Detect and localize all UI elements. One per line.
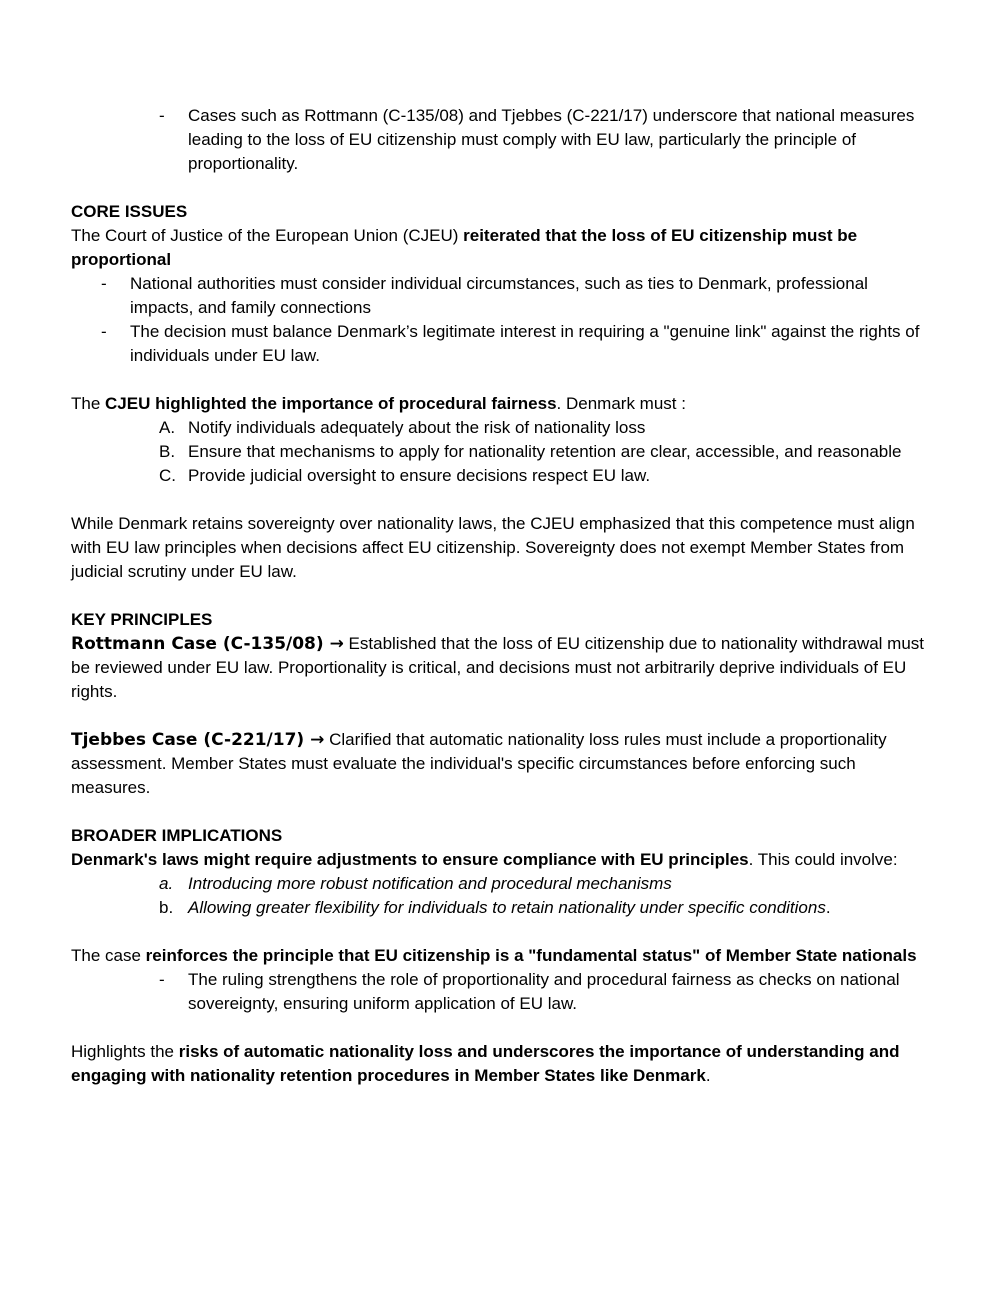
list-item	[71, 872, 933, 896]
list-item-text: Introducing more robust notification and procedural mechanisms	[188, 874, 672, 893]
dash-marker: -	[159, 106, 165, 125]
paragraph-text: Highlights the	[71, 1042, 179, 1061]
paragraph-text: .	[705, 1066, 711, 1085]
list-item-text: The decision must balance Denmark’s legitimate interest in requiring a "genuine link" against the rights of individuals under EU law.	[130, 322, 920, 365]
list-item	[71, 896, 933, 920]
list-item	[71, 416, 933, 440]
paragraph-text: The case	[71, 946, 146, 965]
paragraph-bold: CJEU highlighted the importance of procedural fairness	[105, 394, 557, 413]
paragraph-text: . Denmark must :	[556, 394, 686, 413]
document-page	[71, 104, 933, 1088]
intro-bullet-list	[71, 104, 933, 176]
paragraph-bold: reinforces the principle that EU citizenship is a "fundamental status" of Member State nationals	[145, 946, 917, 965]
list-item	[71, 104, 933, 176]
fundamental-status-paragraph	[71, 944, 933, 968]
list-marker: A.	[159, 418, 176, 437]
core-issues-heading: CORE ISSUES	[71, 202, 188, 221]
tjebbes-case-title: Tjebbes Case (C-221/17) →	[71, 730, 325, 750]
core-issues-paragraph	[71, 224, 933, 272]
list-marker: a.	[159, 874, 174, 893]
core-issues-bullet-list	[71, 272, 933, 368]
list-item-text: The ruling strengthens the role of proportionality and procedural fairness as checks on national sovereignty, ensuring uniform application of EU law.	[188, 970, 900, 1013]
paragraph-bold: risks of automatic nationality loss and underscores the importance of understanding and engaging with nationality retention procedures in Member States like Denmark	[71, 1042, 900, 1085]
list-marker: C.	[159, 466, 176, 485]
involve-list	[71, 872, 933, 920]
procedural-fairness-paragraph	[71, 392, 933, 416]
dash-marker: -	[101, 322, 107, 341]
paragraph-bold: Denmark's laws might require adjustments to ensure compliance with EU principles	[71, 850, 749, 869]
list-item-suffix: .	[825, 898, 831, 917]
tjebbes-paragraph	[71, 728, 933, 800]
list-item-text: Cases such as Rottmann (C-135/08) and Tjebbes (C-221/17) underscore that national measures leading to the loss of EU citizenship must comply with EU law, particularly the principle of proportionality.	[188, 106, 915, 173]
denmark-must-list	[71, 416, 933, 488]
list-item-text: Notify individuals adequately about the risk of nationality loss	[188, 418, 646, 437]
tjebbes-case-text: Clarified that automatic nationality loss rules must include a proportionality assessment. Member States must evaluate the individual's specific circumstances before enforcing such measures.	[71, 730, 887, 797]
list-item	[71, 440, 933, 464]
ruling-bullet-list	[71, 968, 933, 1016]
list-marker: b.	[159, 898, 174, 917]
key-principles-heading: KEY PRINCIPLES	[71, 610, 213, 629]
core-issues-paragraph-bold: reiterated that the loss of EU citizenship must be proportional	[71, 226, 858, 269]
rottmann-case-text: Established that the loss of EU citizenship due to nationality withdrawal must be reviewed under EU law. Proportionality is critical, and decisions must not arbitrarily deprive individuals of EU rights.	[71, 634, 925, 701]
broader-implications-heading: BROADER IMPLICATIONS	[71, 826, 283, 845]
list-item	[71, 272, 933, 320]
list-item-text: Allowing greater flexibility for individuals to retain nationality under specific conditions	[188, 898, 826, 917]
rottmann-case-title: Rottmann Case (C-135/08) →	[71, 634, 344, 654]
dash-marker: -	[101, 274, 107, 293]
list-item	[71, 968, 933, 1016]
core-issues-paragraph-text: The Court of Justice of the European Union (CJEU)	[71, 226, 464, 245]
list-item-text: Ensure that mechanisms to apply for nationality retention are clear, accessible, and reasonable	[188, 442, 902, 461]
list-item-text: National authorities must consider individual circumstances, such as ties to Denmark, professional impacts, and family connections	[130, 274, 868, 317]
rottmann-paragraph	[71, 632, 933, 704]
list-item	[71, 320, 933, 368]
paragraph-text: . This could involve:	[748, 850, 898, 869]
paragraph-text: The	[71, 394, 106, 413]
highlights-paragraph	[71, 1040, 933, 1088]
list-item-text: Provide judicial oversight to ensure decisions respect EU law.	[188, 466, 651, 485]
sovereignty-paragraph: While Denmark retains sovereignty over nationality laws, the CJEU emphasized that this competence must align with EU law principles when decisions affect EU citizenship. Sovereignty does not exempt Member States from judicial scrutiny under EU law.	[71, 514, 915, 581]
adjustments-paragraph	[71, 848, 933, 872]
dash-marker: -	[159, 970, 165, 989]
list-marker: B.	[159, 442, 176, 461]
list-item	[71, 464, 933, 488]
